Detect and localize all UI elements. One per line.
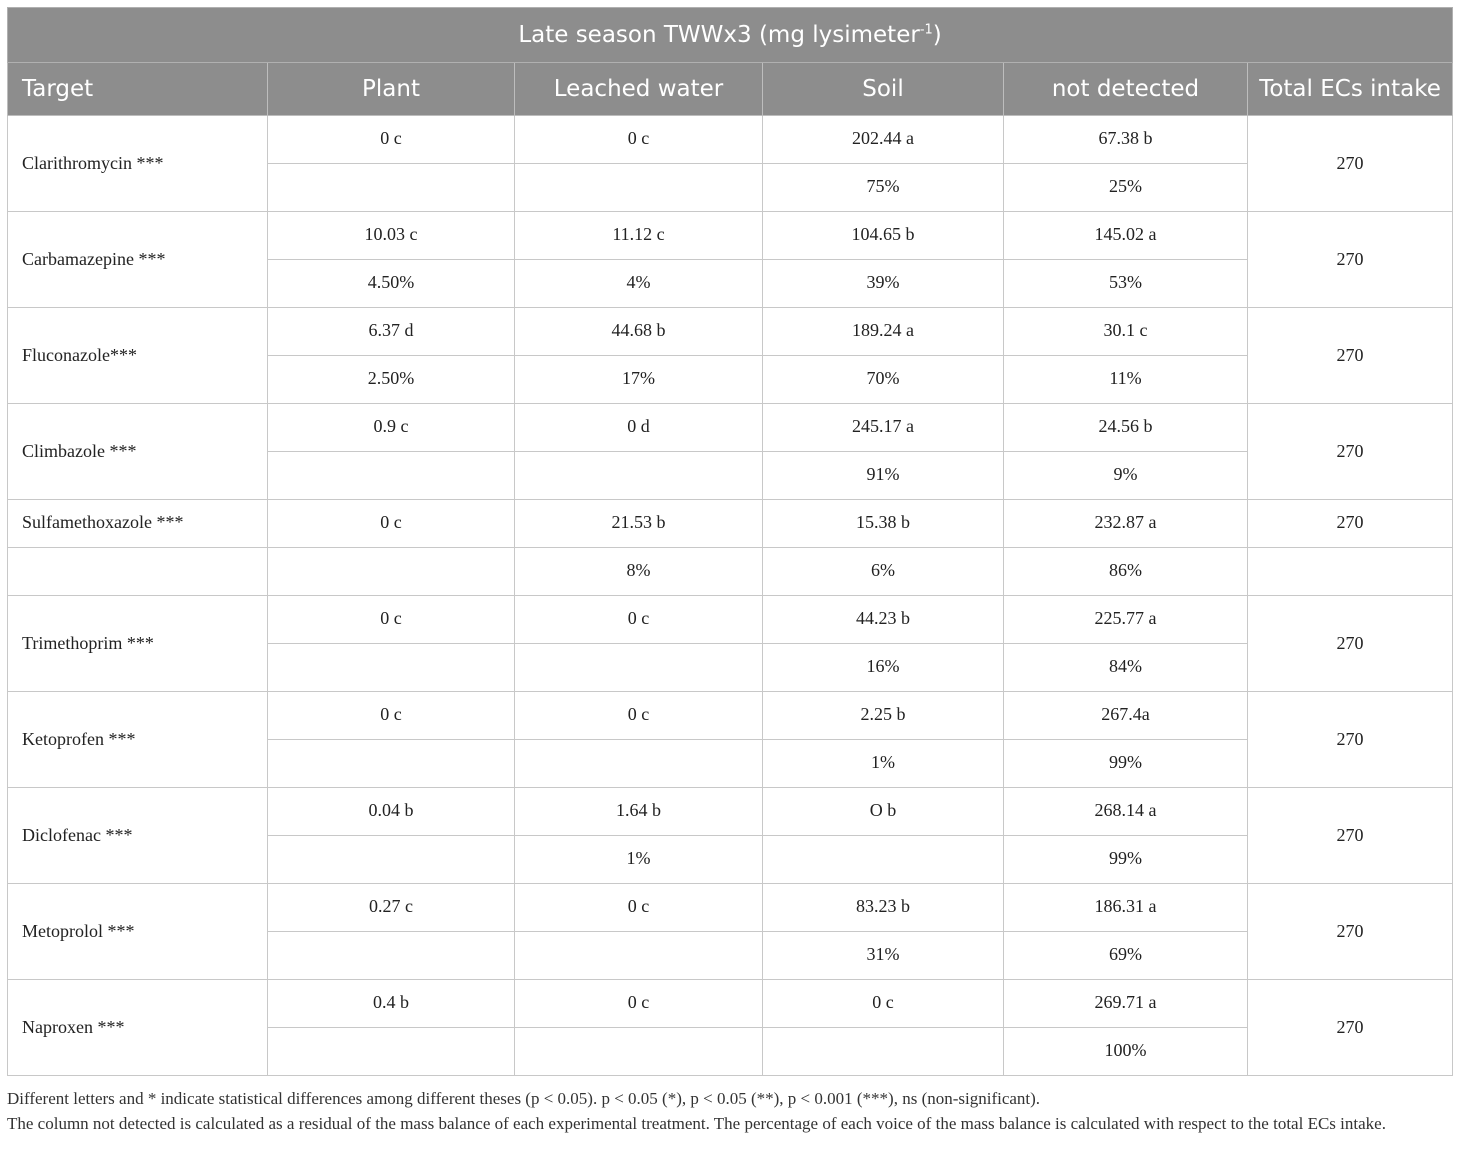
soil-percent: 6% — [763, 548, 1004, 596]
plant-percent — [268, 548, 515, 596]
total-intake: 270 — [1248, 788, 1453, 884]
soil-value: 2.25 b — [763, 692, 1004, 740]
not-detected-percent: 84% — [1004, 644, 1248, 692]
leached-percent — [515, 452, 763, 500]
not-detected-value: 24.56 b — [1004, 404, 1248, 452]
leached-value: 0 c — [515, 596, 763, 644]
plant-value: 6.37 d — [268, 308, 515, 356]
leached-value: 11.12 c — [515, 212, 763, 260]
soil-percent: 31% — [763, 932, 1004, 980]
target-name: Naproxen *** — [8, 980, 268, 1076]
not-detected-value: 30.1 c — [1004, 308, 1248, 356]
plant-percent — [268, 932, 515, 980]
plant-value: 0 c — [268, 116, 515, 164]
not-detected-percent: 99% — [1004, 740, 1248, 788]
leached-percent: 4% — [515, 260, 763, 308]
table-row — [8, 116, 1453, 164]
table-row — [8, 596, 1453, 644]
total-intake: 270 — [1248, 404, 1453, 500]
table-row — [8, 404, 1453, 452]
target-name: Carbamazepine *** — [8, 212, 268, 308]
plant-percent — [268, 836, 515, 884]
target-name: Fluconazole*** — [8, 308, 268, 404]
table-row — [8, 212, 1453, 260]
soil-value: 83.23 b — [763, 884, 1004, 932]
total-intake: 270 — [1248, 884, 1453, 980]
leached-percent — [515, 932, 763, 980]
mass-balance-table — [7, 7, 1453, 1076]
plant-percent — [268, 740, 515, 788]
table-row — [8, 308, 1453, 356]
soil-value: 189.24 a — [763, 308, 1004, 356]
soil-value: 202.44 a — [763, 116, 1004, 164]
table-row-percent — [8, 548, 1453, 596]
not-detected-percent: 69% — [1004, 932, 1248, 980]
target-name: Trimethoprim *** — [8, 596, 268, 692]
target-name: Clarithromycin *** — [8, 116, 268, 212]
not-detected-value: 67.38 b — [1004, 116, 1248, 164]
soil-percent: 16% — [763, 644, 1004, 692]
plant-percent: 2.50% — [268, 356, 515, 404]
target-name: Metoprolol *** — [8, 884, 268, 980]
leached-value: 0 c — [515, 980, 763, 1028]
table-row — [8, 980, 1453, 1028]
plant-percent — [268, 164, 515, 212]
not-detected-value: 267.4a — [1004, 692, 1248, 740]
total-intake-empty — [1248, 548, 1453, 596]
leached-value: 0 c — [515, 692, 763, 740]
total-intake: 270 — [1248, 692, 1453, 788]
total-intake: 270 — [1248, 212, 1453, 308]
plant-percent — [268, 452, 515, 500]
plant-value: 0.27 c — [268, 884, 515, 932]
leached-percent — [515, 740, 763, 788]
soil-percent — [763, 836, 1004, 884]
table-header-row — [8, 63, 1453, 116]
table-footnotes — [7, 1086, 1457, 1136]
soil-value: O b — [763, 788, 1004, 836]
not-detected-percent: 25% — [1004, 164, 1248, 212]
not-detected-percent: 9% — [1004, 452, 1248, 500]
soil-percent: 75% — [763, 164, 1004, 212]
not-detected-value: 225.77 a — [1004, 596, 1248, 644]
target-name: Diclofenac *** — [8, 788, 268, 884]
header-leached-water: Leached water — [515, 63, 763, 116]
soil-value: 15.38 b — [763, 500, 1004, 548]
leached-value: 0 c — [515, 884, 763, 932]
header-plant: Plant — [268, 63, 515, 116]
plant-value: 0 c — [268, 500, 515, 548]
soil-percent: 91% — [763, 452, 1004, 500]
not-detected-percent: 100% — [1004, 1028, 1248, 1076]
plant-value: 0 c — [268, 596, 515, 644]
soil-percent: 70% — [763, 356, 1004, 404]
target-name: Ketoprofen *** — [8, 692, 268, 788]
soil-value: 44.23 b — [763, 596, 1004, 644]
target-name: Climbazole *** — [8, 404, 268, 500]
header-soil: Soil — [763, 63, 1004, 116]
leached-percent — [515, 644, 763, 692]
plant-percent — [268, 1028, 515, 1076]
not-detected-percent: 86% — [1004, 548, 1248, 596]
plant-value: 10.03 c — [268, 212, 515, 260]
footnote-significance: Different letters and * indicate statistical differences among different theses (p < 0.05). p < 0.05 (*), p < 0.05 (**), p < 0.001 (***), ns (non-significant). — [7, 1089, 1041, 1108]
not-detected-value: 269.71 a — [1004, 980, 1248, 1028]
leached-value: 0 c — [515, 116, 763, 164]
table-row — [8, 884, 1453, 932]
leached-value: 0 d — [515, 404, 763, 452]
not-detected-value: 268.14 a — [1004, 788, 1248, 836]
mass-balance-table-container — [7, 7, 1452, 1076]
total-intake: 270 — [1248, 500, 1453, 548]
not-detected-value: 232.87 a — [1004, 500, 1248, 548]
leached-percent: 1% — [515, 836, 763, 884]
table-row — [8, 500, 1453, 548]
leached-value: 1.64 b — [515, 788, 763, 836]
table-title-row — [8, 8, 1453, 63]
header-not-detected: not detected — [1004, 63, 1248, 116]
table-title: Late season TWWx3 (mg lysimeter$^{-1}$) — [8, 8, 1453, 63]
leached-percent — [515, 1028, 763, 1076]
soil-value: 245.17 a — [763, 404, 1004, 452]
plant-percent — [268, 644, 515, 692]
table-row — [8, 788, 1453, 836]
footnote-not-detected: The column not detected is calculated as a residual of the mass balance of each experimental treatment. The percentage of each voice of the mass balance is calculated with respect to the total ECs intake. — [7, 1114, 1386, 1133]
total-intake: 270 — [1248, 596, 1453, 692]
leached-percent — [515, 164, 763, 212]
plant-value: 0.04 b — [268, 788, 515, 836]
not-detected-value: 145.02 a — [1004, 212, 1248, 260]
target-name-empty — [8, 548, 268, 596]
total-intake: 270 — [1248, 308, 1453, 404]
total-intake: 270 — [1248, 116, 1453, 212]
leached-value: 21.53 b — [515, 500, 763, 548]
table-row — [8, 692, 1453, 740]
total-intake: 270 — [1248, 980, 1453, 1076]
not-detected-value: 186.31 a — [1004, 884, 1248, 932]
header-total-intake: Total ECs intake — [1248, 63, 1453, 116]
soil-value: 0 c — [763, 980, 1004, 1028]
soil-percent — [763, 1028, 1004, 1076]
leached-percent: 8% — [515, 548, 763, 596]
plant-value: 0.4 b — [268, 980, 515, 1028]
plant-value: 0 c — [268, 692, 515, 740]
soil-percent: 39% — [763, 260, 1004, 308]
not-detected-percent: 53% — [1004, 260, 1248, 308]
plant-percent: 4.50% — [268, 260, 515, 308]
not-detected-percent: 99% — [1004, 836, 1248, 884]
not-detected-percent: 11% — [1004, 356, 1248, 404]
plant-value: 0.9 c — [268, 404, 515, 452]
soil-value: 104.65 b — [763, 212, 1004, 260]
leached-percent: 17% — [515, 356, 763, 404]
header-target: Target — [8, 63, 268, 116]
leached-value: 44.68 b — [515, 308, 763, 356]
soil-percent: 1% — [763, 740, 1004, 788]
target-name: Sulfamethoxazole *** — [8, 500, 268, 548]
